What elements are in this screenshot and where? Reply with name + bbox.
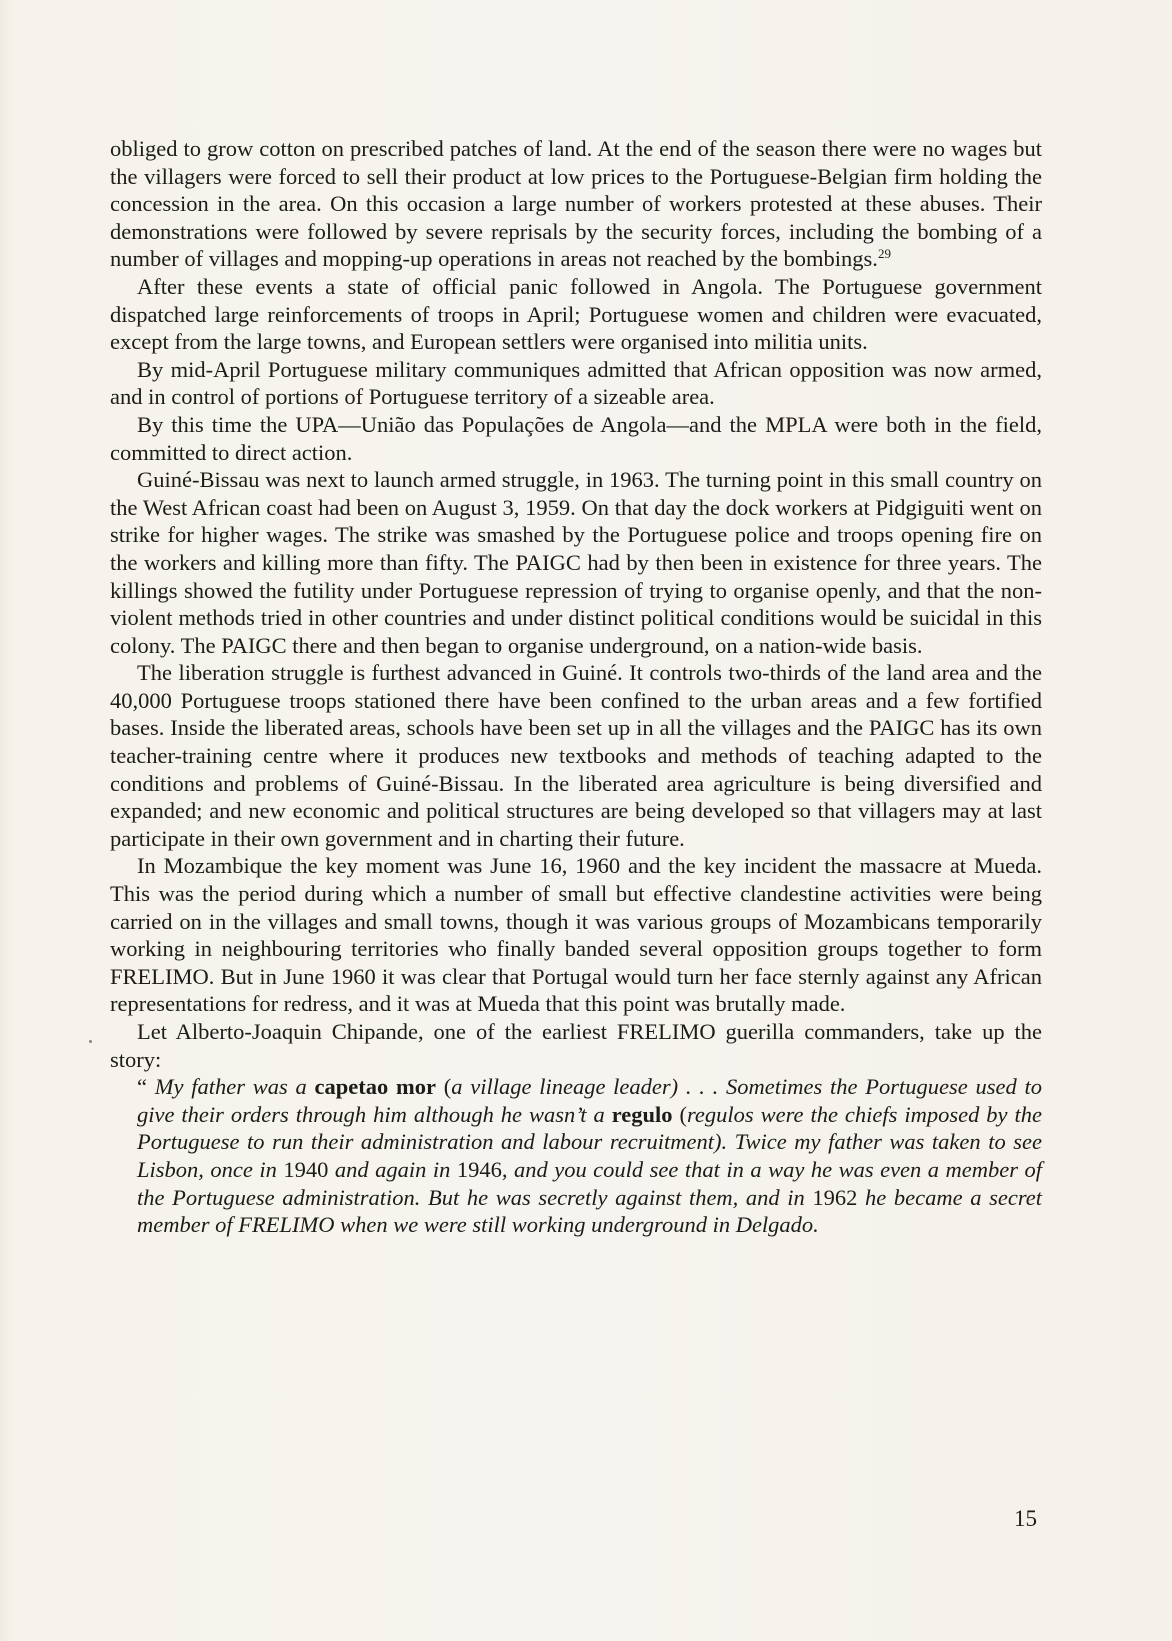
quote-text: and again in xyxy=(328,1156,457,1182)
paragraph xyxy=(110,135,1042,273)
quote-year: 1962 xyxy=(812,1184,858,1210)
quote-term: capetao mor xyxy=(314,1074,436,1100)
quote-text: , and you could see that in a way he was even a member of the Portuguese administration. But he was secretly against them, and in xyxy=(137,1156,1043,1210)
quote-text: ). Twice my father was taken to see Lisbon, once in xyxy=(137,1129,1042,1182)
quote-year: 1946 xyxy=(456,1156,502,1182)
paragraph: Guiné-Bissau was next to launch armed struggle, in 1963. The turning point in this small country on the West African coast had been on August 3, 1959. On that day the dock workers at Pidgiguiti went on strike for higher wages. The strike was smashed by the Portuguese police and troops opening fire on the workers and killing more than fifty. The PAIGC had by then been in existence for three years. The killings showed the futility under Portuguese repression of trying to organise openly, and that the non-violent methods tried in other countries and under distinct political conditions would be suicidal in this colony. The PAIGC there and then began to organise underground, on a nation-wide basis. xyxy=(110,467,1042,658)
quote-text: ( xyxy=(672,1101,687,1127)
paragraph: After these events a state of official panic followed in Angola. The Portuguese government dispatched large reinforcements of troops in April; Portuguese women and children were evacuated, except from the large towns, and European settlers were organised into militia units. xyxy=(110,273,1042,355)
quote-term: regulo xyxy=(611,1101,673,1127)
quote-open-mark: “ xyxy=(137,1074,147,1100)
paragraph: By mid-April Portuguese military communiques admitted that African opposition was now armed, and in control of portions of Portuguese territory of a sizeable area. xyxy=(110,356,1042,410)
quote-text: ) . . . Sometimes the Portuguese used to give their orders through him although he wasn’t a xyxy=(137,1074,1042,1127)
quote-text: he became a secret member of FRELIMO when we were still working underground in Delgado. xyxy=(137,1184,1042,1238)
body-text xyxy=(110,135,1042,1239)
quote-year: 1940 xyxy=(283,1156,329,1182)
footnote-marker: 29 xyxy=(877,246,891,262)
quote-text: ( xyxy=(435,1074,452,1100)
paragraph: By this time the UPA—União das Populações de Angola—and the MPLA were both in the field, committed to direct action. xyxy=(110,411,1042,465)
page-number: 15 xyxy=(1014,1506,1037,1531)
paragraph: Let Alberto-Joaquin Chipande, one of the earliest FRELIMO guerilla commanders, take up the story: xyxy=(110,1019,1042,1072)
margin-dot xyxy=(89,1040,92,1043)
quote-text: a village lineage leader xyxy=(451,1074,671,1100)
paragraph-text: obliged to grow cotton on prescribed patches of land. At the end of the season there were no wages but the villagers were forced to sell their product at low prices to the Portuguese-Belgian firm holding the concession in the area. On this occasion a large number of workers protested at these abuses. Their demonstrations were followed by severe reprisals by the security forces, including the bombing of a number of villages and mopping-up operations in areas not reached by the bombings. xyxy=(110,136,1042,272)
quote-text: My father was a xyxy=(147,1074,315,1100)
quote-text: regulos were the chiefs imposed by the Portuguese to run their administration and labour recruitment xyxy=(137,1101,1042,1155)
paragraph: The liberation struggle is furthest advanced in Guiné. It controls two-thirds of the land area and the 40,000 Portuguese troops stationed there have been confined to the urban areas and a few fortified bases. Inside the liberated areas, schools have been set up in all the villages and the PAIGC has its own teacher-training centre where it produces new textbooks and methods of teaching adapted to the conditions and problems of Guiné-Bissau. In the liberated area agriculture is being diversified and expanded; and new economic and political structures are being developed so that villagers may at last participate in their own government and in charting their future. xyxy=(110,660,1042,851)
block-quote xyxy=(110,1073,1042,1239)
paragraph: In Mozambique the key moment was June 16, 1960 and the key incident the massacre at Mueda. This was the period during which a number of small but effective clandestine activities were being carried on in the villages and small towns, though it was various groups of Mozambicans temporarily working in neighbouring territories who finally banded several opposition groups together to form FRELIMO. But in June 1960 it was clear that Portugal would turn her face sternly against any African representations for redress, and it was at Mueda that this point was brutally made. xyxy=(110,853,1042,1017)
